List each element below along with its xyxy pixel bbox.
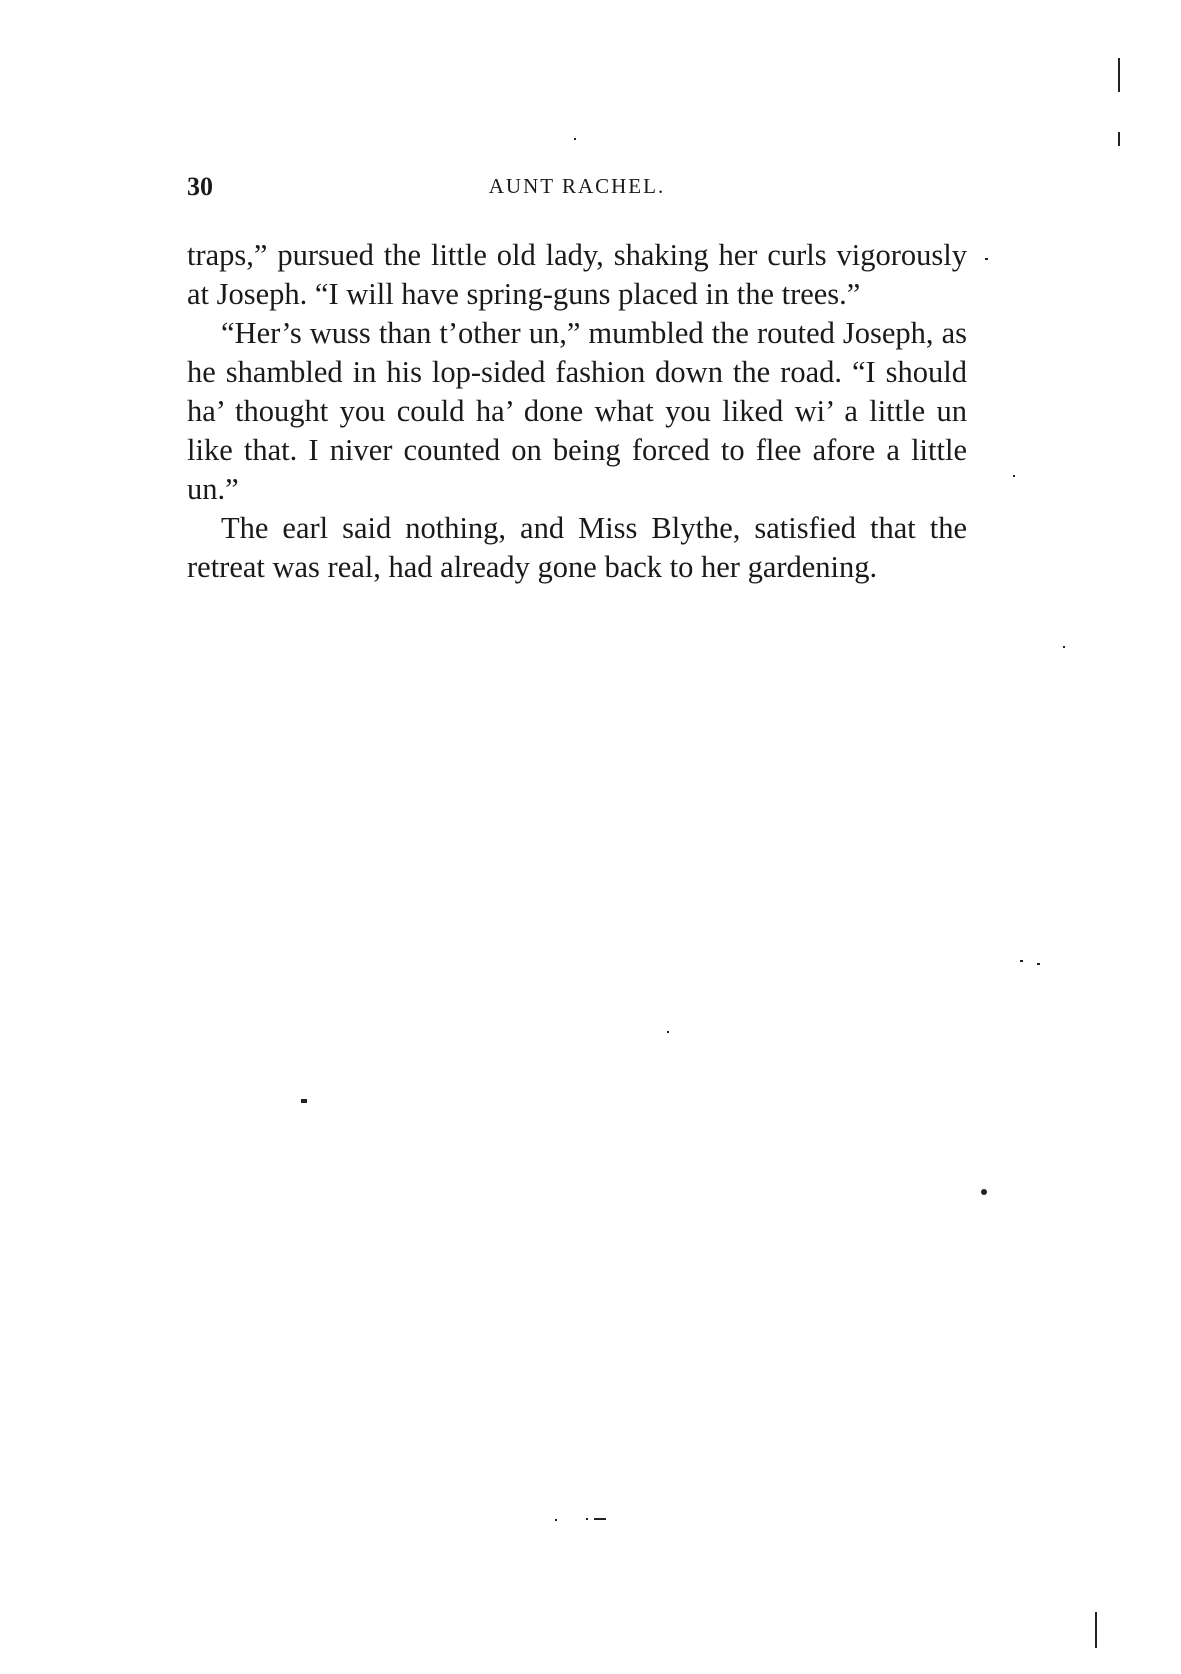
scan-speck [1013,475,1015,477]
scan-speck [667,1031,669,1033]
scan-speck [985,258,988,260]
scan-speck [1118,132,1120,146]
scan-speck [574,138,576,140]
scan-speck [555,1519,557,1521]
scan-speck [1118,58,1120,92]
paragraph-2: “Her’s wuss than t’other un,” mumbled the routed Joseph, as he shambled in his lop-sided fashion down the road. “I should ha’ thought you could ha’ done what you liked wi’ a little un like that. I niver counted on being forced to flee afore a little un.” [187,316,967,506]
paragraph-3: The earl said nothing, and Miss Blythe, satisfied that the retreat was real, had already gone back to her gardening. [187,511,967,584]
body-text [187,236,967,587]
scan-speck [1095,1612,1097,1648]
paragraph-1: traps,” pursued the little old lady, shaking her curls vigorously at Joseph. “I will have spring-guns placed in the trees.” [187,238,967,311]
page-number: 30 [187,172,213,201]
scan-speck [301,1099,307,1103]
scan-speck [1020,960,1023,962]
scan-speck [594,1518,606,1520]
scan-speck [981,1189,987,1195]
scan-speck [1037,963,1040,965]
scan-speck [586,1518,588,1520]
scan-speck [1063,646,1065,648]
running-title: AUNT RACHEL. [488,174,666,198]
page-header [187,172,967,206]
